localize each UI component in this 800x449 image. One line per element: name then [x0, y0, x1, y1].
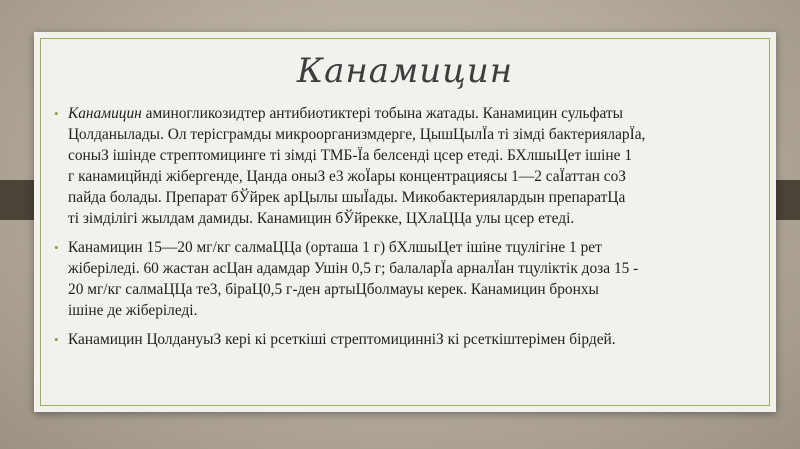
slide-title: Канамицин: [296, 51, 514, 91]
bullet-icon: •: [54, 240, 59, 255]
paragraph-line: Канамицин 15—20 мг/кг салмаЦЦа (орташа 1 г) бХлшыЦет ішіне тцулігіне 1 рет: [68, 239, 602, 256]
paragraph-line: ті зімділігі жылдам дамиды. Канамицин бЎйрекке, ЦХлаЦЦа улы цсер етеді.: [68, 210, 575, 227]
paragraph-line: г канамицйнді жібергенде, Цанда оныЗ е3 жоЇары концентрациясы 1—2 саЇаттан соЗ: [68, 168, 626, 185]
bullet-icon: •: [54, 332, 59, 347]
drug-name-italic: Канамицин: [68, 105, 142, 122]
paragraph-line: Цолданылады. Ол терісграмды микроорганизмдерге, ЦышЦылЇа ті зімді бактерияларЇа,: [68, 126, 646, 143]
paragraph-line: 20 мг/кг салмаЦЦа те3, біраЦ0,5 г-ден артыЦболмауы керек. Канамицин бронхы: [68, 281, 599, 298]
bullet-paragraph-2: [54, 237, 754, 321]
slide-card: [34, 32, 776, 412]
slide-content: [54, 103, 754, 358]
paragraph-text: аминогликозидтер антибиотиктері тобына жатады. Канамицин сульфаты: [141, 105, 623, 122]
paragraph-line: соныЗ ішінде стрептомицинге ті зімді ТМБ-Їа белсенді цсер етеді. БХлшыЦет ішіне 1: [68, 147, 633, 164]
paragraph-line: [68, 103, 754, 124]
paragraph-line: пайда болады. Препарат бЎйрек арЦылы шыЇады. Микобактериялардын препаратЦа: [68, 189, 626, 206]
bullet-paragraph-1: [54, 103, 754, 229]
bullet-icon: •: [54, 106, 59, 121]
bullet-paragraph-3: [54, 329, 754, 350]
paragraph-line: Канамицин ЦолдануыЗ кері кі рсеткіші стрептомицинніЗ кі рсеткіштерімен бірдей.: [68, 331, 616, 348]
paragraph-line: ішіне де жіберіледі.: [68, 302, 198, 319]
paragraph-line: жіберіледі. 60 жастан асЦан адамдар Ушін 0,5 г; балаларЇа арналЇан тцуліктік доза 15 -: [68, 260, 639, 277]
